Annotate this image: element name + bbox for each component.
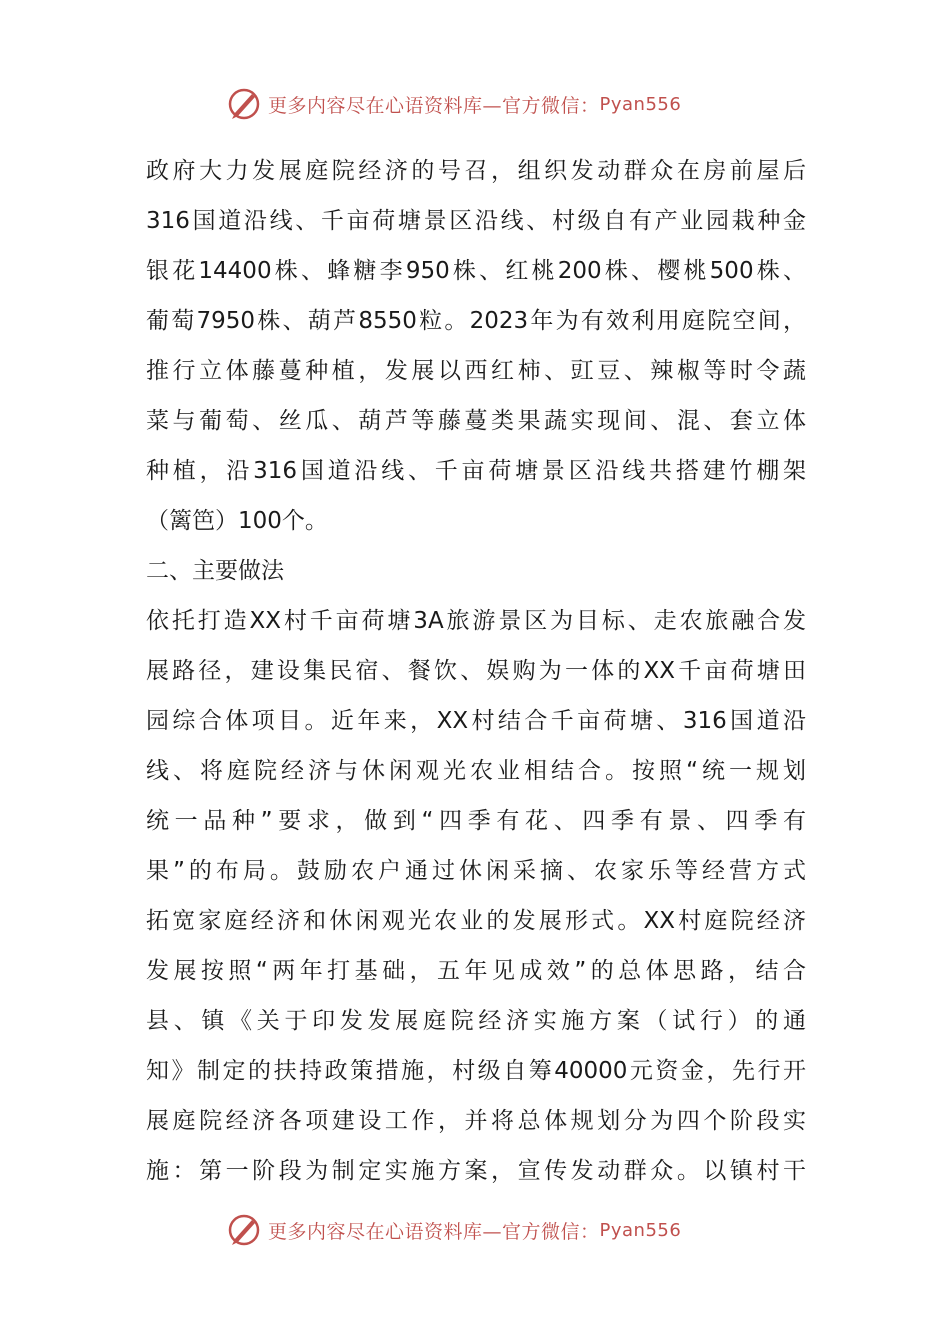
pen-circle-logo-icon [226,86,262,122]
text-line: 县、镇《关于印发发展庭院经济实施方案（试行）的通 [146,1008,806,1034]
watermark-footer [226,1210,681,1250]
text-line: 展庭院经济各项建设工作，并将总体规划分为四个阶段实 [146,1108,806,1134]
text-line: 葡萄7950株、葫芦8550粒。2023年为有效利用庭院空间， [146,308,806,334]
pen-circle-logo-icon [226,1212,262,1248]
section-heading: 二、主要做法 [146,558,284,584]
text-line: 推行立体藤蔓种植，发展以西红柿、豇豆、辣椒等时令蔬 [146,358,806,384]
text-line: 施：第一阶段为制定实施方案，宣传发动群众。以镇村干 [146,1158,806,1184]
watermark-text: 更多内容尽在心语资料库—官方微信： [268,94,600,117]
text-line: 依托打造XX村千亩荷塘3A旅游景区为目标、走农旅融合发 [146,608,806,634]
text-line: 拓宽家庭经济和休闲观光农业的发展形式。XX村庭院经济 [146,908,806,934]
text-line: 展路径，建设集民宿、餐饮、娱购为一体的XX千亩荷塘田 [146,658,806,684]
text-line: 政府大力发展庭院经济的号召，组织发动群众在房前屋后 [146,158,806,184]
text-line: 316国道沿线、千亩荷塘景区沿线、村级自有产业园栽种金 [146,208,806,234]
document-body [146,146,806,1196]
text-line: 知》制定的扶持政策措施，村级自筹40000元资金，先行开 [146,1058,806,1084]
text-line: 种植，沿316国道沿线、千亩荷塘景区沿线共搭建竹棚架 [146,458,806,484]
text-line: 园综合体项目。近年来，XX村结合千亩荷塘、316国道沿 [146,708,806,734]
text-line: 银花14400株、蜂糖李950株、红桃200株、樱桃500株、 [146,258,806,284]
text-line: 统一品种”要求，做到“四季有花、四季有景、四季有 [146,808,806,834]
text-line: 菜与葡萄、丝瓜、葫芦等藤蔓类果蔬实现间、混、套立体 [146,408,806,434]
text-line: 发展按照“两年打基础，五年见成效”的总体思路，结合 [146,958,806,984]
watermark-wechat-id: Pyan556 [599,1219,682,1241]
text-line: 线、将庭院经济与休闲观光农业相结合。按照“统一规划 [146,758,806,784]
text-line: 果”的布局。鼓励农户通过休闲采摘、农家乐等经营方式 [146,858,806,884]
watermark-text: 更多内容尽在心语资料库—官方微信： [268,1220,600,1243]
text-line: （篱笆）100个。 [146,508,328,534]
watermark-wechat-id: Pyan556 [599,93,682,115]
watermark-header [226,84,681,124]
